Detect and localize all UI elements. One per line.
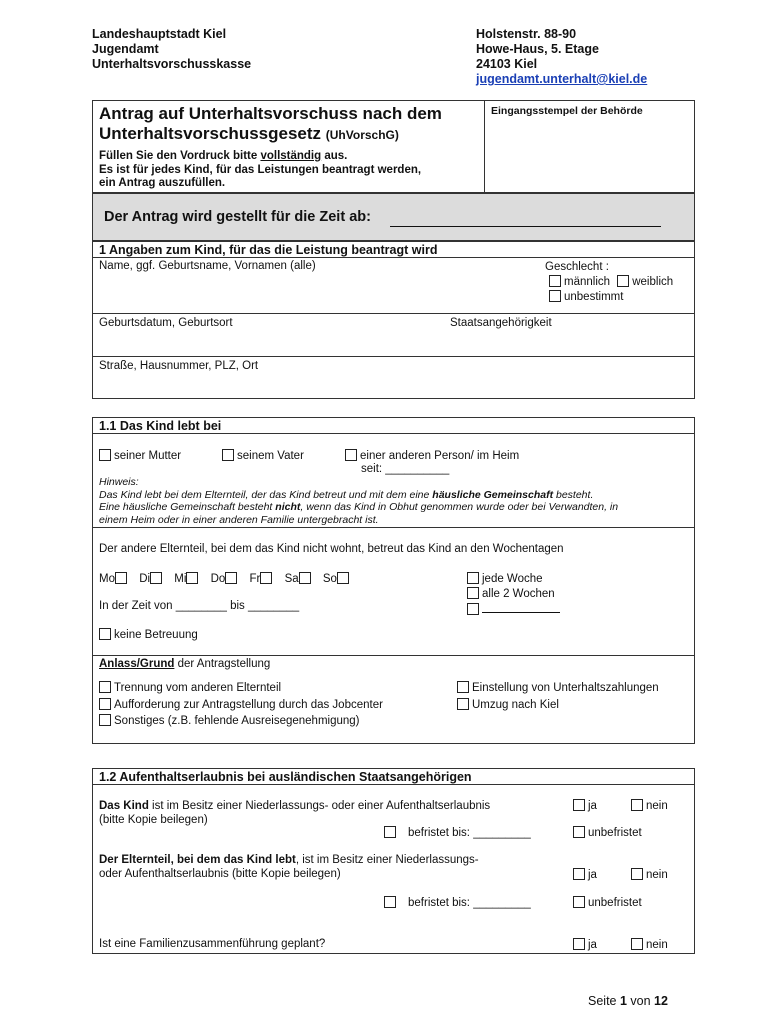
gender-group (545, 260, 673, 305)
lives-with-other-label: einer anderen Person/ im Heim (360, 450, 520, 462)
child-permit-no-label: nein (646, 800, 668, 812)
office-building: Howe-Haus, 5. Etage (476, 42, 599, 56)
page-number-prefix: Seite (588, 994, 620, 1008)
gender-male-checkbox[interactable] (549, 275, 561, 287)
reason-moved-label: Umzug nach Kiel (472, 698, 559, 711)
gender-other-checkbox[interactable] (549, 290, 561, 302)
child-permit-no-checkbox[interactable] (631, 799, 643, 811)
lives-with-other-checkbox[interactable] (345, 449, 357, 461)
parent-permit-yes-option (573, 868, 597, 881)
section12-heading-rule (92, 784, 695, 785)
reason-moved-option (457, 697, 659, 714)
lives-with-father-label: seinem Vater (237, 450, 304, 462)
reason-other-label: Sonstiges (z.B. fehlende Ausreisegenehmigung) (114, 715, 360, 727)
hint-line1 (99, 489, 618, 502)
gender-other-label: unbestimmt (564, 291, 624, 303)
instruction-post: aus. (321, 150, 348, 162)
reason-heading (99, 658, 270, 670)
form-instructions (99, 150, 421, 191)
child-permit-bold: Das Kind (99, 800, 149, 812)
parent-permit-bold: Der Elternteil, bei dem das Kind lebt (99, 854, 296, 866)
day-so-label: So (322, 573, 337, 585)
frequency-other-option (467, 602, 560, 618)
frequency-weekly-checkbox[interactable] (467, 572, 479, 584)
parent-permit-line1 (99, 853, 479, 867)
day-sa-label: Sa (284, 573, 299, 585)
child-permit-yes-label: ja (588, 800, 597, 812)
section1-rule-1 (92, 313, 695, 314)
parent-permit-line2: oder Aufenthaltserlaubnis (bitte Kopie beilegen) (99, 868, 341, 880)
reason-jobcenter-checkbox[interactable] (99, 698, 111, 710)
authority-office: Unterhaltsvorschusskasse (92, 57, 252, 71)
reunification-no-checkbox[interactable] (631, 938, 643, 950)
nationality-field[interactable] (450, 330, 690, 354)
reason-separation-option (99, 680, 383, 697)
day-sa-checkbox[interactable] (299, 572, 311, 584)
office-email-link[interactable]: jugendamt.unterhalt@kiel.de (476, 72, 648, 86)
form-title-law: Unterhaltsvorschussgesetz (99, 124, 322, 143)
reason-heading-bold: Anlass/Grund (99, 658, 175, 670)
reason-payments-stopped-checkbox[interactable] (457, 681, 469, 693)
reason-payments-stopped-option (457, 680, 659, 697)
hint-block (99, 476, 618, 526)
reunification-no-label: nein (646, 939, 668, 951)
authority-address (92, 27, 251, 72)
reason-other-checkbox[interactable] (99, 714, 111, 726)
reunification-yes-option (573, 938, 597, 951)
parent-permit-yes-label: ja (588, 869, 597, 881)
lives-with-father-checkbox[interactable] (222, 449, 234, 461)
day-do-label: Do (210, 573, 226, 585)
birth-field[interactable] (99, 330, 439, 354)
stamp-label: Eingangsstempel der Behörde (491, 105, 643, 117)
hint1-pre: Das Kind lebt bei dem Elternteil, der das Kind betreut und mit dem eine (99, 488, 433, 501)
parent-permit-no-option (631, 868, 668, 881)
parent-permit-unlimited-checkbox[interactable] (573, 896, 585, 908)
care-label: Der andere Elternteil, bei dem das Kind nicht wohnt, betreut das Kind an den Wochentagen (99, 543, 564, 555)
section11-rule-2 (92, 655, 695, 656)
address-field[interactable] (99, 373, 689, 397)
reasons-left (99, 680, 383, 730)
nationality-label: Staatsangehörigkeit (450, 317, 552, 329)
reason-heading-rest: der Antragstellung (174, 658, 271, 670)
no-care-label: keine Betreuung (114, 629, 198, 641)
hint-line3: einem Heim oder in einer anderen Familie untergebracht ist. (99, 513, 379, 526)
instruction-underlined: vollständig (260, 150, 322, 162)
parent-permit-rest: , ist im Besitz einer Niederlassungs- (295, 854, 479, 866)
office-street: Holstenstr. 88-90 (476, 27, 577, 41)
period-label: Der Antrag wird gestellt für die Zeit ab: (104, 209, 371, 225)
page-number-separator: von (626, 994, 655, 1008)
day-mo-checkbox[interactable] (115, 572, 127, 584)
parent-permit-no-label: nein (646, 869, 668, 881)
reason-jobcenter-label: Aufforderung zur Antragstellung durch das Jobcenter (114, 698, 383, 711)
section1-heading-rule (92, 257, 695, 258)
form-title (99, 104, 442, 145)
parent-permit-limited-checkbox[interactable] (384, 896, 396, 908)
frequency-weekly-label: jede Woche (482, 573, 543, 585)
frequency-biweekly-label: alle 2 Wochen (482, 588, 555, 600)
instruction-line2: Es ist für jedes Kind, für das Leistungen beantragt werden, (99, 163, 422, 176)
frequency-other-field[interactable] (482, 602, 560, 613)
authority-department: Jugendamt (92, 42, 159, 56)
child-permit-unlimited-option (573, 826, 642, 839)
care-period-field[interactable]: In der Zeit von ________ bis ________ (99, 600, 300, 612)
office-city: 24103 Kiel (476, 57, 538, 71)
title-divider (484, 100, 485, 193)
reasons-right (457, 680, 659, 713)
day-mi-label: Mi (174, 573, 187, 585)
hint1-post: besteht. (553, 488, 594, 501)
child-permit-limited-label[interactable]: befristet bis: _________ (408, 827, 531, 839)
address-label: Straße, Hausnummer, PLZ, Ort (99, 360, 259, 372)
parent-permit-yes-checkbox[interactable] (573, 868, 585, 880)
lives-with-mother-checkbox[interactable] (99, 449, 111, 461)
hint-title: Hinweis: (99, 476, 139, 488)
child-permit-limited-option (384, 826, 531, 839)
hint2-bold: nicht (275, 501, 301, 513)
page-number-current: 1 (619, 994, 627, 1008)
reunification-yes-checkbox[interactable] (573, 938, 585, 950)
parent-permit-unlimited-label: unbefristet (588, 897, 642, 909)
child-permit-rest: ist im Besitz einer Niederlassungs- oder einer Aufenthaltserlaubnis (148, 800, 491, 812)
parent-permit-limited-option (384, 896, 531, 909)
lives-with-father-option (222, 449, 304, 462)
section1-heading: 1 Angaben zum Kind, für das die Leistung beantragt wird (99, 243, 438, 257)
day-do-checkbox[interactable] (225, 572, 237, 584)
family-reunification-question: Ist eine Familienzusammenführung geplant? (99, 938, 326, 950)
child-permit-unlimited-label: unbefristet (588, 827, 642, 839)
frequency-weekly-option (467, 572, 560, 587)
child-permit-yes-option (573, 799, 597, 812)
hint-line2 (99, 501, 618, 514)
child-permit-limited-checkbox[interactable] (384, 826, 396, 838)
lives-with-mother-label: seiner Mutter (114, 450, 182, 462)
reason-separation-label: Trennung vom anderen Elternteil (114, 682, 282, 694)
child-name-field[interactable] (99, 272, 529, 312)
form-title-abbr: (UhVorschG) (325, 128, 399, 142)
birth-label: Geburtsdatum, Geburtsort (99, 317, 233, 329)
child-name-label: Name, ggf. Geburtsname, Vornamen (alle) (99, 260, 316, 272)
child-permit-yes-checkbox[interactable] (573, 799, 585, 811)
instruction-line1 (99, 150, 421, 164)
section12-heading: 1.2 Aufenthaltserlaubnis bei ausländischen Staatsangehörigen (99, 770, 472, 784)
gender-female-label: weiblich (632, 276, 674, 288)
no-care-option (99, 628, 198, 641)
reason-payments-stopped-label: Einstellung von Unterhaltszahlungen (472, 682, 659, 694)
form-title-line2 (99, 124, 442, 145)
since-field[interactable]: seit: __________ (361, 463, 450, 475)
instruction-pre: Füllen Sie den Vordruck bitte (99, 150, 261, 162)
page-number-total: 12 (654, 994, 668, 1008)
frequency-group (467, 572, 560, 618)
parent-permit-unlimited-option (573, 896, 642, 909)
child-permit-line1 (99, 799, 490, 813)
reason-separation-checkbox[interactable] (99, 681, 111, 693)
child-permit-question (99, 799, 490, 827)
section1-rule-2 (92, 356, 695, 357)
child-permit-line2: (bitte Kopie beilegen) (99, 814, 208, 826)
authority-city: Landeshauptstadt Kiel (92, 27, 227, 41)
instruction-line3: ein Antrag auszufüllen. (99, 177, 226, 189)
frequency-biweekly-checkbox[interactable] (467, 587, 479, 599)
day-fr-label: Fr (249, 573, 261, 585)
day-mi-checkbox[interactable] (186, 572, 198, 584)
reason-other-option (99, 713, 383, 730)
parent-permit-limited-label[interactable]: befristet bis: _________ (408, 897, 531, 909)
reason-jobcenter-option (99, 697, 383, 714)
reason-moved-checkbox[interactable] (457, 698, 469, 710)
day-fr-checkbox[interactable] (260, 572, 272, 584)
section11-heading-rule (92, 433, 695, 434)
child-permit-unlimited-checkbox[interactable] (573, 826, 585, 838)
parent-permit-no-checkbox[interactable] (631, 868, 643, 880)
page-number (588, 994, 668, 1008)
day-di-checkbox[interactable] (150, 572, 162, 584)
frequency-other-checkbox[interactable] (467, 603, 479, 615)
weekday-row (99, 572, 352, 585)
frequency-biweekly-option (467, 587, 560, 602)
gender-label: Geschlecht : (545, 261, 609, 273)
gender-row-2 (549, 290, 673, 305)
form-title-line1: Antrag auf Unterhaltsvorschuss nach dem (99, 104, 442, 123)
reunification-yes-label: ja (588, 939, 597, 951)
day-so-checkbox[interactable] (337, 572, 349, 584)
gender-male-label: männlich (564, 276, 611, 288)
reunification-no-option (631, 938, 668, 951)
gender-row-1 (549, 275, 673, 290)
office-address (476, 27, 647, 87)
gender-female-checkbox[interactable] (617, 275, 629, 287)
lives-with-mother-option (99, 449, 181, 462)
section11-rule-1 (92, 527, 695, 528)
no-care-checkbox[interactable] (99, 628, 111, 640)
day-mo-label: Mo (99, 573, 115, 585)
hint2-pre: Eine häusliche Gemeinschaft besteht (99, 501, 276, 513)
parent-permit-question (99, 853, 479, 881)
period-start-input[interactable] (390, 226, 661, 227)
lives-with-other-option (345, 449, 519, 462)
section11-heading: 1.1 Das Kind lebt bei (99, 419, 222, 433)
child-permit-no-option (631, 799, 668, 812)
hint1-bold: häusliche Gemeinschaft (432, 488, 554, 501)
hint2-post: , wenn das Kind in Obhut genommen wurde oder bei Verwandten, in (300, 501, 619, 513)
day-di-label: Di (139, 573, 151, 585)
